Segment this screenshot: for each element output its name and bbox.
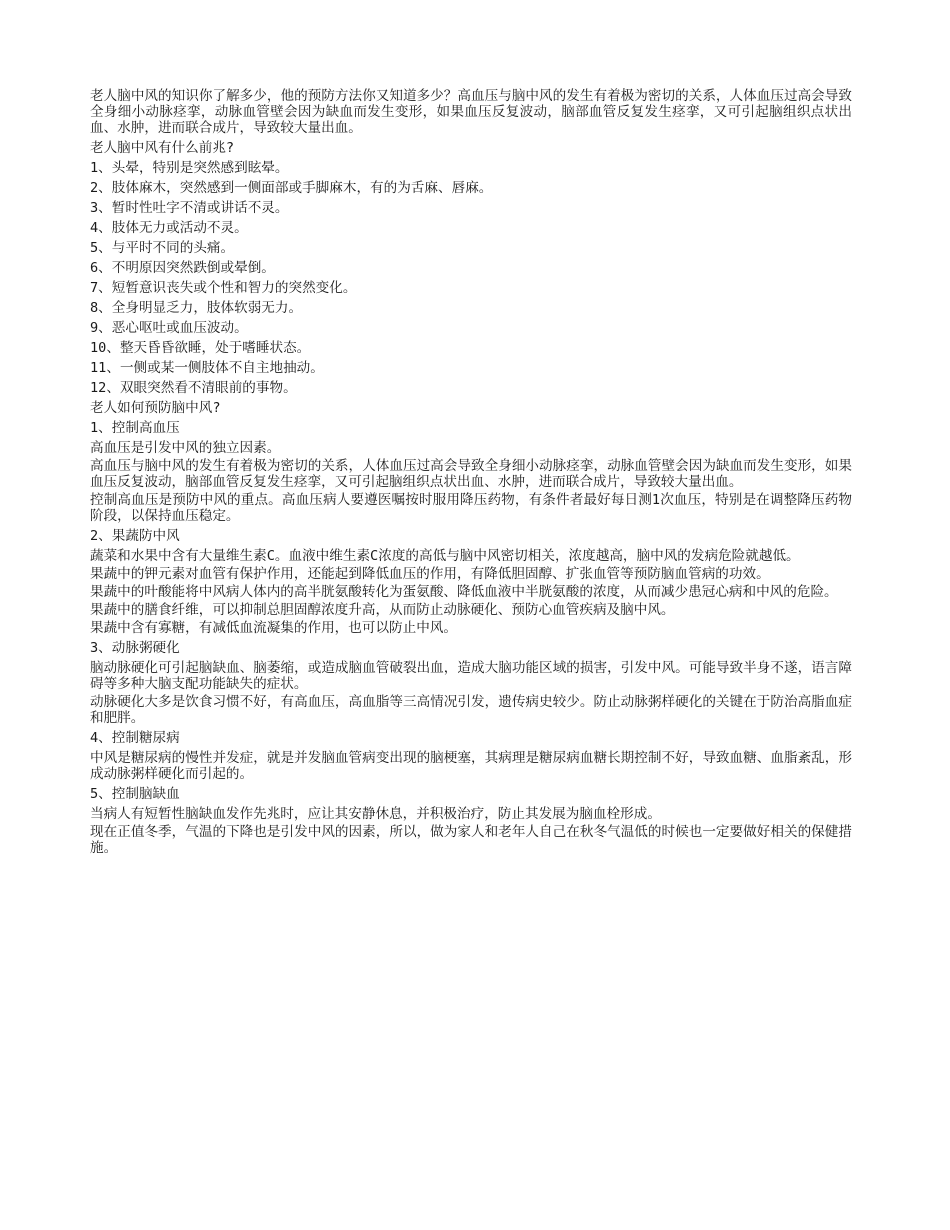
closing-paragraph: 现在正值冬季，气温的下降也是引发中风的因素，所以，做为家人和老年人自己在秋冬气温低的时候也一定要做好相关的保健措施。 <box>90 824 852 856</box>
intro-paragraph: 老人脑中风的知识你了解多少，他的预防方法你又知道多少？高血压与脑中风的发生有着极为密切的关系，人体血压过高会导致全身细小动脉痉挛，动脉血管壁会因为缺血而发生变形，如果血压反复波动，脑部血管反复发生痉挛，又可引起脑组织点状出血、水肿，进而联合成片，导致较大量出血。 <box>90 88 852 136</box>
subheading-blood-pressure: 1、控制高血压 <box>90 420 180 436</box>
subheading-fruits-vegetables: 2、果蔬防中风 <box>90 528 180 544</box>
paragraph-text: 脑动脉硬化可引起脑缺血、脑萎缩，或造成脑血管破裂出血，造成大脑功能区域的损害，引发中风。可能导致半身不遂，语言障碍等多种大脑支配功能缺失的症状。 <box>90 660 852 692</box>
section-heading-prevention: 老人如何预防脑中风? <box>90 400 221 416</box>
symptom-item-9: 9、恶心呕吐或血压波动。 <box>90 320 248 336</box>
paragraph-text: 果蔬中的钾元素对血管有保护作用，还能起到降低血压的作用，有降低胆固醇、扩张血管等预防脑血管病的功效。 <box>90 566 770 582</box>
symptom-item-4: 4、肢体无力或活动不灵。 <box>90 220 248 236</box>
symptom-item-1: 1、头晕，特别是突然感到眩晕。 <box>90 160 289 176</box>
section-heading-symptoms: 老人脑中风有什么前兆? <box>90 140 235 156</box>
paragraph-text: 果蔬中的叶酸能将中风病人体内的高半胱氨酸转化为蛋氨酸、降低血液中半胱氨酸的浓度，从而减少患冠心病和中风的危险。 <box>90 584 838 600</box>
paragraph-text: 控制高血压是预防中风的重点。高血压病人要遵医嘱按时服用降压药物，有条件者最好每日测1次血压，特别是在调整降压药物阶段，以保持血压稳定。 <box>90 492 852 524</box>
symptom-item-2: 2、肢体麻木，突然感到一侧面部或手脚麻木，有的为舌麻、唇麻。 <box>90 180 493 196</box>
symptom-item-6: 6、不明原因突然跌倒或晕倒。 <box>90 260 275 276</box>
symptom-item-7: 7、短暂意识丧失或个性和智力的突然变化。 <box>90 280 357 296</box>
symptom-item-5: 5、与平时不同的头痛。 <box>90 240 235 256</box>
symptom-item-8: 8、全身明显乏力，肢体软弱无力。 <box>90 300 303 316</box>
subheading-atherosclerosis: 3、动脉粥硬化 <box>90 640 180 656</box>
symptom-item-3: 3、暂时性吐字不清或讲话不灵。 <box>90 200 289 216</box>
symptom-item-11: 11、一侧或某一侧肢体不自主地抽动。 <box>90 360 324 376</box>
paragraph-text: 蔬菜和水果中含有大量维生素C。血液中维生素C浓度的高低与脑中风密切相关，浓度越高，脑中风的发病危险就越低。 <box>90 548 800 564</box>
paragraph-text: 果蔬中的膳食纤维，可以抑制总胆固醇浓度升高，从而防止动脉硬化、预防心血管疾病及脑中风。 <box>90 602 675 618</box>
paragraph-text: 高血压是引发中风的独立因素。 <box>90 440 281 456</box>
paragraph-text: 中风是糖尿病的慢性并发症，就是并发脑血管病变出现的脑梗塞，其病理是糖尿病血糖长期控制不好，导致血糖、血脂紊乱，形成动脉粥样硬化而引起的。 <box>90 750 852 782</box>
paragraph-text: 当病人有短暂性脑缺血发作先兆时，应让其安静休息，并积极治疗，防止其发展为脑血栓形成。 <box>90 806 661 822</box>
subheading-diabetes: 4、控制糖尿病 <box>90 730 180 746</box>
symptom-item-10: 10、整天昏昏欲睡，处于嗜睡状态。 <box>90 340 311 356</box>
paragraph-text: 果蔬中含有寡糖，有减低血流凝集的作用，也可以防止中风。 <box>90 620 458 636</box>
article-body <box>90 88 852 860</box>
symptom-item-12: 12、双眼突然看不清眼前的事物。 <box>90 380 297 396</box>
paragraph-text: 高血压与脑中风的发生有着极为密切的关系，人体血压过高会导致全身细小动脉痉挛，动脉血管壁会因为缺血而发生变形，如果血压反复波动，脑部血管反复发生痉挛，又可引起脑组织点状出血、水肿，进而联合成片，导致较大量出血。 <box>90 458 852 490</box>
subheading-ischemia: 5、控制脑缺血 <box>90 786 180 802</box>
paragraph-text: 动脉硬化大多是饮食习惯不好，有高血压，高血脂等三高情况引发，遗传病史较少。防止动脉粥样硬化的关键在于防治高脂血症和肥胖。 <box>90 694 852 726</box>
